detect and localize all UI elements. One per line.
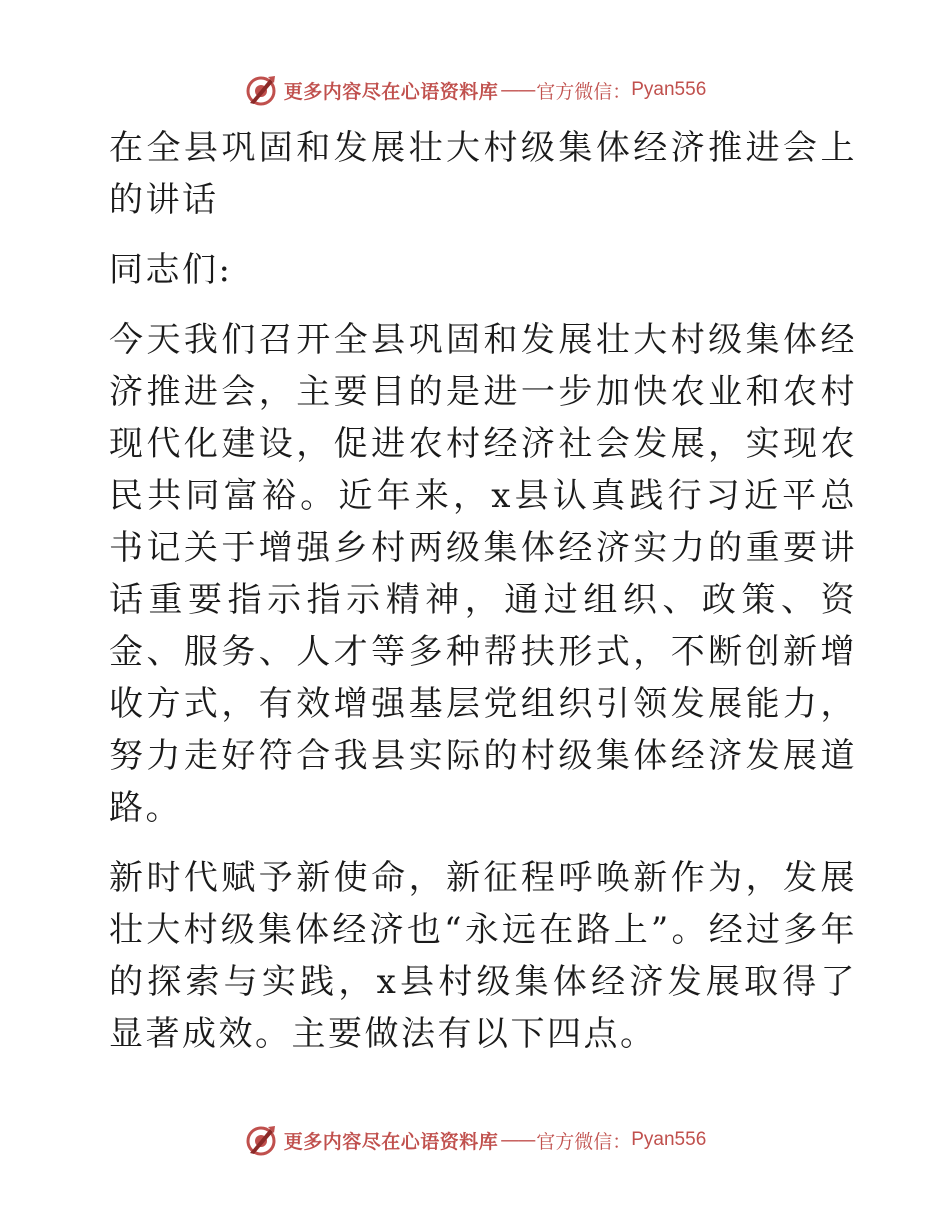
watermark-main-text: 更多内容尽在心语资料库 [283, 1130, 499, 1153]
watermark-wechat-id: Pyan556 [631, 79, 707, 100]
quill-circle-icon [244, 73, 278, 107]
watermark-dash: —— [500, 79, 535, 101]
watermark-wechat-id: Pyan556 [631, 1129, 707, 1150]
document-body [97, 122, 857, 1078]
body-paragraph-1: 今天我们召开全县巩固和发展壮大村级集体经济推进会，主要目的是进一步加快农业和农村现代化建设，促进农村经济社会发展，实现农民共同富裕。近年来，x县认真践行习近平总书记关于增强乡村两级集体经济实力的重要讲话重要指示指示精神，通过组织、政策、资金、服务、人才等多种帮扶形式，不断创新增收方式，有效增强基层党组织引领发展能力，努力走好符合我县实际的村级集体经济发展道路。 [109, 320, 857, 828]
footer-watermark [0, 1120, 950, 1160]
watermark-sub-text: 官方微信： [536, 80, 632, 103]
body-paragraph-2: 新时代赋予新使命，新征程呼唤新作为，发展壮大村级集体经济也“永远在路上”。经过多年的探索与实践，x县村级集体经济发展取得了显著成效。主要做法有以下四点。 [109, 858, 857, 1054]
document-title: 在全县巩固和发展壮大村级集体经济推进会上的讲话 [109, 128, 857, 220]
greeting: 同志们: [109, 250, 233, 290]
quill-circle-icon [244, 1123, 278, 1157]
watermark-sub-text: 官方微信： [536, 1130, 632, 1153]
watermark-main-text: 更多内容尽在心语资料库 [283, 80, 499, 103]
watermark-dash: —— [500, 1129, 535, 1151]
header-watermark [0, 70, 950, 110]
